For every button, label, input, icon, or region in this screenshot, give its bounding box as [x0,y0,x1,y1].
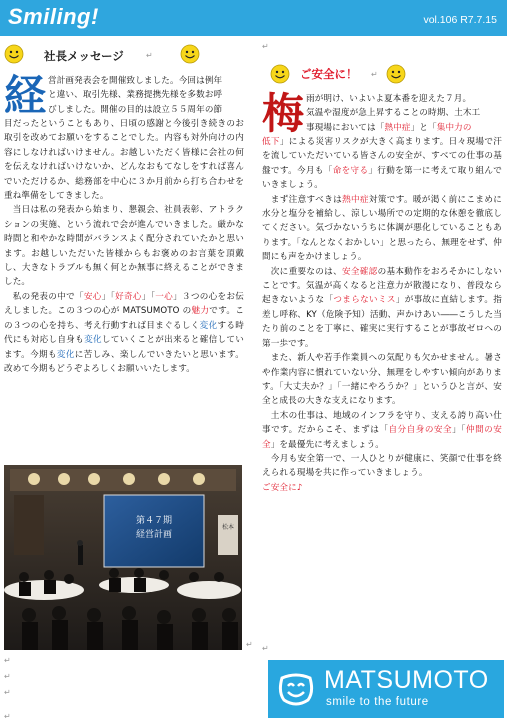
logo-name: MATSUMOTO [324,666,489,694]
event-photo [4,465,242,650]
safety-closing: ご安全に♪ [262,482,303,493]
paragraph-mark-icon: ↵ [371,70,378,79]
matsumoto-logo-icon [276,670,316,708]
smiley-icon [4,44,24,64]
dropcap-kyo: 経 [4,71,47,120]
smiley-icon [386,64,406,84]
message-first-lines [48,74,244,117]
safety-paragraph-4: また、新人や若手作業員への気配りも欠かせません。暑さや作業内容に慣れていない分、無理をしやすい傾向があります。「大丈夫か？」「一緒にやろうか？」というひと言が、安全と成長の大きな支えになります。 [262,353,502,407]
safety-line-3: 事現場においては「熱中症」と「集中力の [306,122,472,133]
paragraph-mark-icon: ↵ [4,688,11,697]
safety-first-lines [306,92,502,135]
safety-paragraph-3: 次に重要なのは、安全確認の基本動作をおろそかにしないことです。気温が高くなると注意力が散漫になり、普段なら起きないような「つまらないミス」が事故に直結します。指差し呼称、KY（危険予知）活動、声かけあい――こうした当たり前のことを丁寧に、確実に実行することが事故ゼロへの第一歩です。 [262,266,503,349]
safety-paragraph-2: まず注意すべきは熱中症対策です。暖が渇く前にこまめに水分と塩分を補給し、涼しい場所での定期的な休憩を徹底してください。気づかないうちに体調が悪化していることもあります。「なんとなくおかしい」と思ったら、無理をせず、仲間にも声をかけましょう。 [262,194,502,263]
safety-paragraph-6: 今月も安全第一で、一人ひとりが健康に、笑顔で仕事を終えられる現場を共に作っていきましょう。 [262,453,502,479]
sign-text: 松本 [221,524,235,531]
paragraph-mark-icon: ↵ [146,51,153,60]
paragraph-mark-icon: ↵ [4,656,11,665]
president-message-title: 社長メッセージ [44,49,124,63]
safety-line-2: 気温や湿度が急上昇することの時期、土木工 [306,108,481,119]
paragraph-mark-icon: ↵ [262,42,269,51]
logo-tagline: smile to the future [326,696,429,708]
paragraph-mark-icon: ↵ [4,712,11,721]
safety-paragraph-5: 土木の仕事は、地域のインフラを守り、支える誇り高い仕事です。だからこそ、まずは「自分自身の安全」「仲間の安全」を最優先に考えましょう。 [262,410,502,450]
safety-paragraph-1: 低下」による災害リスクが大きく高まります。日々現場で汗を流していただいている皆さんの安全が、すべての仕事の基盤です。今月も「命を守る」行動を第一に考えて取り組んでいきましょう。 [262,137,502,191]
safety-title: ご安全に！ [300,67,358,81]
first-line-3: びしました。開催の目的は設立５５周年の節 [48,104,223,115]
safety-line-1: 雨が明け、いよいよ夏本番を迎えた７月。 [306,94,472,104]
newsletter-header [0,0,507,36]
paragraph-mark-icon: ↵ [262,644,269,653]
smiley-icon [270,64,290,84]
message-paragraph-3: 私の発表の中で「安心」「好奇心」「一心」３つの心をお伝えしました。この３つの心が MATSUMOTO の魅力です。この３つの心を持ち、考え行動すれば目まぐるしく変化する時代にも対応し自身も変化していくことが出来ると確信しています。今期も変化に苦しみ、楽しんでいきたいと思います。改めて今期もどうぞよろしくお願いいたします。 [4,291,244,374]
message-paragraph-2: 当日は私の発表から始まり、懇親会、社員表彰、アトラクションの実施、という流れで会が進んでいきました。厳かな時間と和やかな時間がバランスよく配分されていたかと思います。お越しいただいた皆様からもお褒めのお言葉を頂戴し、大きなトラブルも無く何とか無事に終えることができました。 [4,205,244,288]
paragraph-mark-icon: ↵ [246,640,253,649]
first-line-1: 営計画発表会を開催致しました。今回は例年 [48,76,223,86]
dropcap-ume: 梅 [262,89,305,138]
newsletter-title: Smiling! [8,4,99,29]
smiley-icon [180,44,200,64]
company-logo [268,660,504,718]
screen-text-2: 経営計画 [135,530,173,540]
screen-text-1: 第４７期 [135,516,173,526]
safety-body [262,135,502,495]
paragraph-mark-icon: ↵ [4,672,11,681]
volume-date: vol.106 R7.7.15 [423,14,497,26]
message-paragraph-1: 目だったということもあり、日頃の感謝と今後引き続きのお取引を改めてお願いをすることでした。内容も対外向けの内容にしなければいけません。お越しいただく皆様に会社の何を伝えなければいけないか、どんなおもてなしをすれば喜んでいただけるか、総務部を中心に３か月前から打ち合わせを重ね準備をしてきました。 [4,119,244,202]
message-body [4,117,244,376]
first-line-2: と違い、取引先様、業務提携先様を多数お呼 [48,90,223,101]
